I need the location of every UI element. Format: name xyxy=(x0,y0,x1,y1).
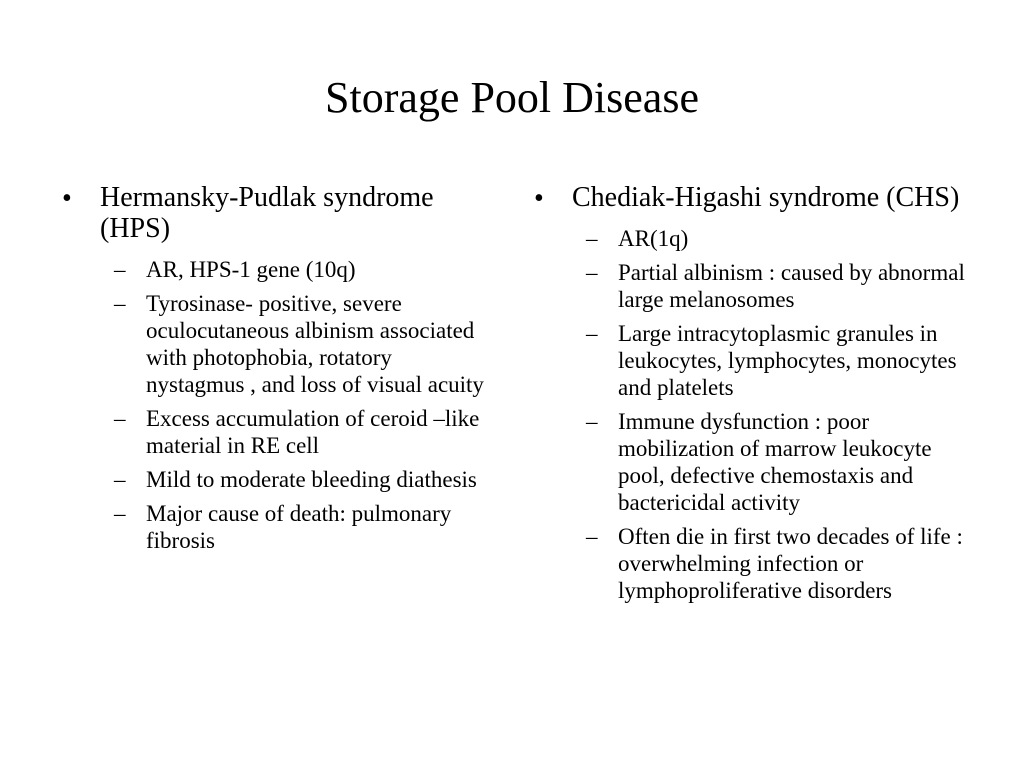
dash-icon: – xyxy=(114,291,126,316)
sub-item-text: AR, HPS-1 gene (10q) xyxy=(146,257,356,282)
sub-item xyxy=(572,259,972,313)
left-column xyxy=(60,182,490,561)
sub-item xyxy=(100,405,490,459)
sub-item-text: Immune dysfunction : poor mobilization of marrow leukocyte pool, defective chemostaxis and bactericidal activity xyxy=(618,409,932,515)
hps-heading: Hermansky-Pudlak syndrome (HPS) xyxy=(100,182,434,244)
dash-icon: – xyxy=(114,406,126,431)
sub-item xyxy=(100,500,490,554)
right-column xyxy=(532,182,972,611)
sub-item-text: Excess accumulation of ceroid –like material in RE cell xyxy=(146,406,480,458)
sub-item-text: Mild to moderate bleeding diathesis xyxy=(146,467,477,492)
bullet-icon: • xyxy=(62,183,72,214)
sub-item xyxy=(100,466,490,493)
sub-item-text: AR(1q) xyxy=(618,226,689,251)
hps-bullet xyxy=(60,182,490,554)
dash-icon: – xyxy=(586,226,598,251)
sub-item-text: Large intracytoplasmic granules in leukocytes, lymphocytes, monocytes and platelets xyxy=(618,321,957,400)
sub-item xyxy=(100,256,490,283)
slide-title: Storage Pool Disease xyxy=(325,73,699,122)
sub-item xyxy=(572,523,972,604)
chs-sub-list xyxy=(572,225,972,604)
sub-item xyxy=(100,290,490,398)
dash-icon: – xyxy=(114,467,126,492)
sub-item-text: Partial albinism : caused by abnormal large melanosomes xyxy=(618,260,965,312)
sub-item xyxy=(572,320,972,401)
hps-sub-list xyxy=(100,256,490,554)
sub-item xyxy=(572,408,972,516)
dash-icon: – xyxy=(586,260,598,285)
dash-icon: – xyxy=(114,501,126,526)
dash-icon: – xyxy=(586,321,598,346)
sub-item xyxy=(572,225,972,252)
dash-icon: – xyxy=(586,409,598,434)
chs-heading: Chediak-Higashi syndrome (CHS) xyxy=(572,182,960,213)
bullet-icon: • xyxy=(534,183,544,214)
dash-icon: – xyxy=(586,524,598,549)
dash-icon: – xyxy=(114,257,126,282)
sub-item-text: Major cause of death: pulmonary fibrosis xyxy=(146,501,452,553)
sub-item-text: Often die in first two decades of life : overwhelming infection or lymphoproliferative disorders xyxy=(618,524,963,603)
chs-bullet xyxy=(532,182,972,604)
sub-item-text: Tyrosinase- positive, severe oculocutaneous albinism associated with photophobia, rotatory nystagmus , and loss of visual acuity xyxy=(146,291,484,397)
